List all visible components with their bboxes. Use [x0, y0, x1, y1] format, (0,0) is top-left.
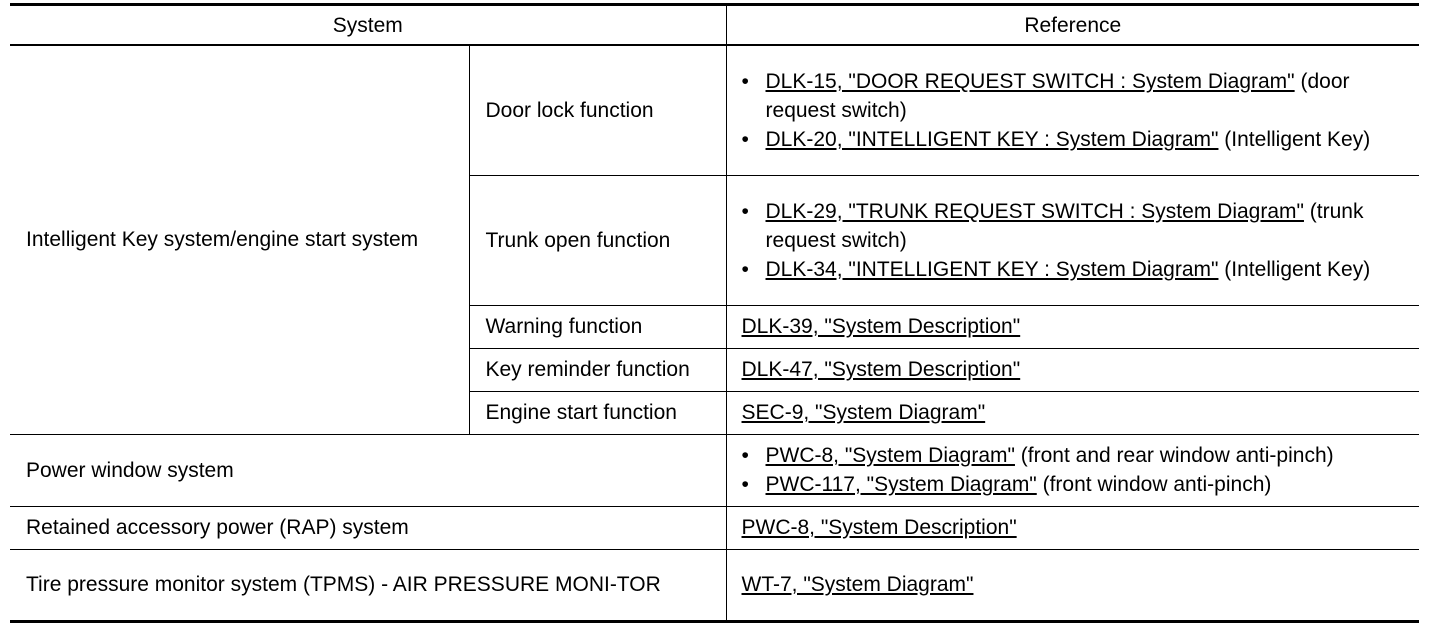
table-row — [10, 45, 1419, 175]
system-power-window: Power window system — [10, 434, 726, 506]
bullet-icon: • — [741, 69, 749, 93]
list-item — [742, 255, 1412, 284]
bullet-icon: • — [741, 444, 749, 467]
reference-link[interactable]: WT-7, "System Diagram" — [741, 573, 974, 596]
bullet-icon: • — [741, 199, 749, 223]
reference-list — [742, 197, 1412, 284]
system-intelligent-key: Intelligent Key system/engine start system — [10, 45, 469, 434]
table-row — [10, 434, 1419, 506]
function-warning: Warning function — [469, 305, 726, 348]
reference-cell — [726, 175, 1419, 305]
reference-cell — [726, 305, 1419, 348]
system-tpms: Tire pressure monitor system (TPMS) - AIR PRESSURE MONI-TOR — [10, 549, 726, 621]
reference-note: (front window anti-pinch) — [1036, 473, 1272, 496]
reference-link[interactable]: DLK-15, "DOOR REQUEST SWITCH : System Diagram" — [765, 69, 1295, 93]
reference-cell — [726, 434, 1419, 506]
reference-note: (door request switch) — [765, 69, 1350, 122]
system-rap: Retained accessory power (RAP) system — [10, 506, 726, 549]
reference-link[interactable]: PWC-117, "System Diagram" — [765, 473, 1037, 496]
reference-cell — [726, 45, 1419, 175]
reference-cell — [726, 348, 1419, 391]
reference-link[interactable]: PWC-8, "System Description" — [741, 516, 1017, 539]
bullet-icon: • — [741, 127, 749, 151]
reference-note: (Intelligent Key) — [1218, 127, 1371, 151]
function-engine-start: Engine start function — [469, 391, 726, 434]
reference-cell — [726, 506, 1419, 549]
reference-note: (front and rear window anti-pinch) — [1014, 444, 1334, 467]
function-trunk-open: Trunk open function — [469, 175, 726, 305]
reference-link[interactable]: DLK-34, "INTELLIGENT KEY : System Diagram" — [765, 257, 1219, 281]
reference-cell — [726, 549, 1419, 621]
header-reference: Reference — [726, 5, 1419, 46]
function-door-lock: Door lock function — [469, 45, 726, 175]
reference-note: (trunk request switch) — [765, 199, 1364, 252]
header-row — [10, 5, 1419, 46]
bullet-icon: • — [741, 473, 749, 496]
header-system: System — [10, 5, 726, 46]
list-item — [742, 441, 1412, 470]
list-item — [742, 67, 1412, 125]
reference-note: (Intelligent Key) — [1218, 257, 1371, 281]
reference-link[interactable]: PWC-8, "System Diagram" — [765, 444, 1015, 467]
bullet-icon: • — [741, 257, 749, 281]
list-item — [742, 470, 1412, 499]
list-item — [742, 125, 1412, 154]
list-item — [742, 197, 1412, 255]
reference-table — [10, 3, 1419, 623]
reference-cell — [726, 391, 1419, 434]
function-key-reminder: Key reminder function — [469, 348, 726, 391]
table-row — [10, 549, 1419, 621]
reference-link[interactable]: DLK-20, "INTELLIGENT KEY : System Diagram" — [765, 127, 1219, 151]
reference-link[interactable]: DLK-29, "TRUNK REQUEST SWITCH : System Diagram" — [765, 199, 1304, 223]
reference-list — [742, 67, 1412, 154]
reference-list — [742, 441, 1412, 499]
reference-link[interactable]: DLK-39, "System Description" — [741, 315, 1021, 338]
table-row — [10, 506, 1419, 549]
reference-link[interactable]: DLK-47, "System Description" — [741, 358, 1021, 381]
reference-link[interactable]: SEC-9, "System Diagram" — [741, 401, 986, 424]
